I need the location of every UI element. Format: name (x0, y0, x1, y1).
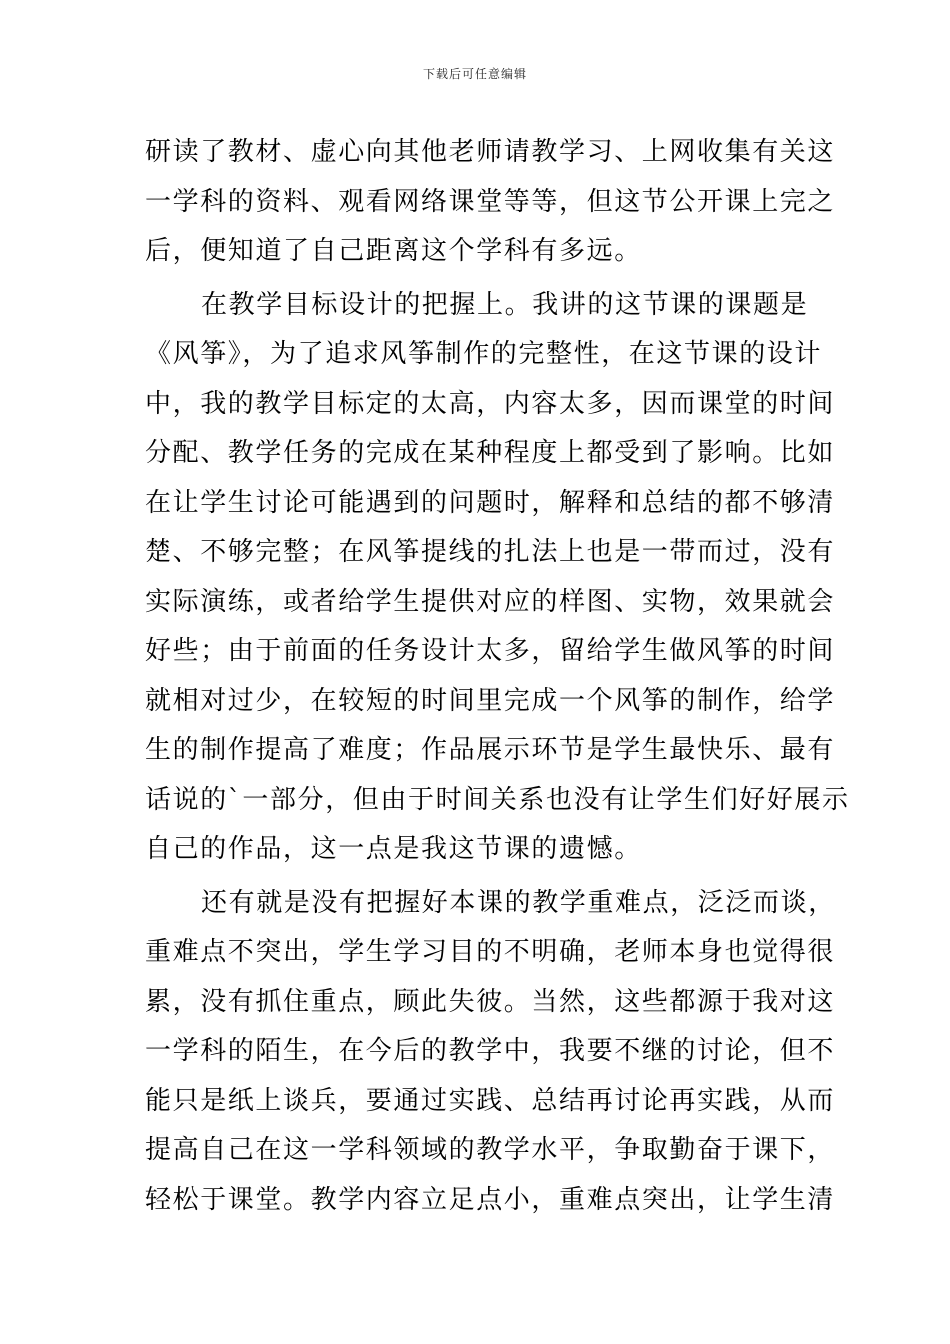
text-line: 提高自己在这一学科领域的教学水平，争取勤奋于课下， (145, 1135, 836, 1165)
text-line: 《风筝》，为了追求风筝制作的完整性，在这节课的设计 (145, 339, 823, 369)
text-line: 轻松于课堂。教学内容立足点小，重难点突出，让学生清 (145, 1184, 836, 1215)
text-line: 楚、不够完整；在风筝提线的扎法上也是一带而过，没有 (145, 537, 836, 567)
text-line: 累，没有抓住重点，顾此失彼。当然，这些都源于我对这 (145, 986, 836, 1017)
text-line: 话说的`一部分，但由于时间关系也没有让学生们好好展示 (145, 784, 850, 815)
paragraph-first-line: 在教学目标设计的把握上。我讲的这节课的课题是 (201, 289, 809, 320)
text-line: 一学科的资料、观看网络课堂等等，但这节公开课上完之 (145, 186, 836, 217)
text-line: 就相对过少，在较短的时间里完成一个风筝的制作，给学 (145, 685, 836, 716)
text-line: 在让学生讨论可能遇到的问题时，解释和总结的都不够清 (145, 487, 836, 518)
text-line: 实际演练，或者给学生提供对应的样图、实物，效果就会 (145, 586, 836, 617)
header-note: 下载后可任意编辑 (422, 67, 527, 81)
text-line: 后，便知道了自己距离这个学科有多远。 (145, 236, 642, 266)
text-line: 好些；由于前面的任务设计太多，留给学生做风筝的时间 (145, 636, 836, 666)
text-line: 一学科的陌生，在今后的教学中，我要不继的讨论，但不 (145, 1036, 836, 1066)
document-body (145, 128, 850, 1225)
text-line: 自己的作品，这一点是我这节课的遗憾。 (145, 834, 642, 864)
text-line: 生的制作提高了难度；作品展示环节是学生最快乐、最有 (145, 735, 836, 765)
text-line: 中，我的教学目标定的太高，内容太多，因而课堂的时间 (145, 388, 836, 419)
text-line: 研读了教材、虚心向其他老师请教学习、上网收集有关这 (145, 137, 836, 167)
text-line: 分配、教学任务的完成在某种程度上都受到了影响。比如 (145, 438, 836, 468)
paragraph-first-line: 还有就是没有把握好本课的教学重难点，泛泛而谈， (201, 887, 836, 918)
text-line: 重难点不突出，学生学习目的不明确，老师本身也觉得很 (145, 937, 836, 967)
text-line: 能只是纸上谈兵，要通过实践、总结再讨论再实践，从而 (145, 1085, 836, 1116)
